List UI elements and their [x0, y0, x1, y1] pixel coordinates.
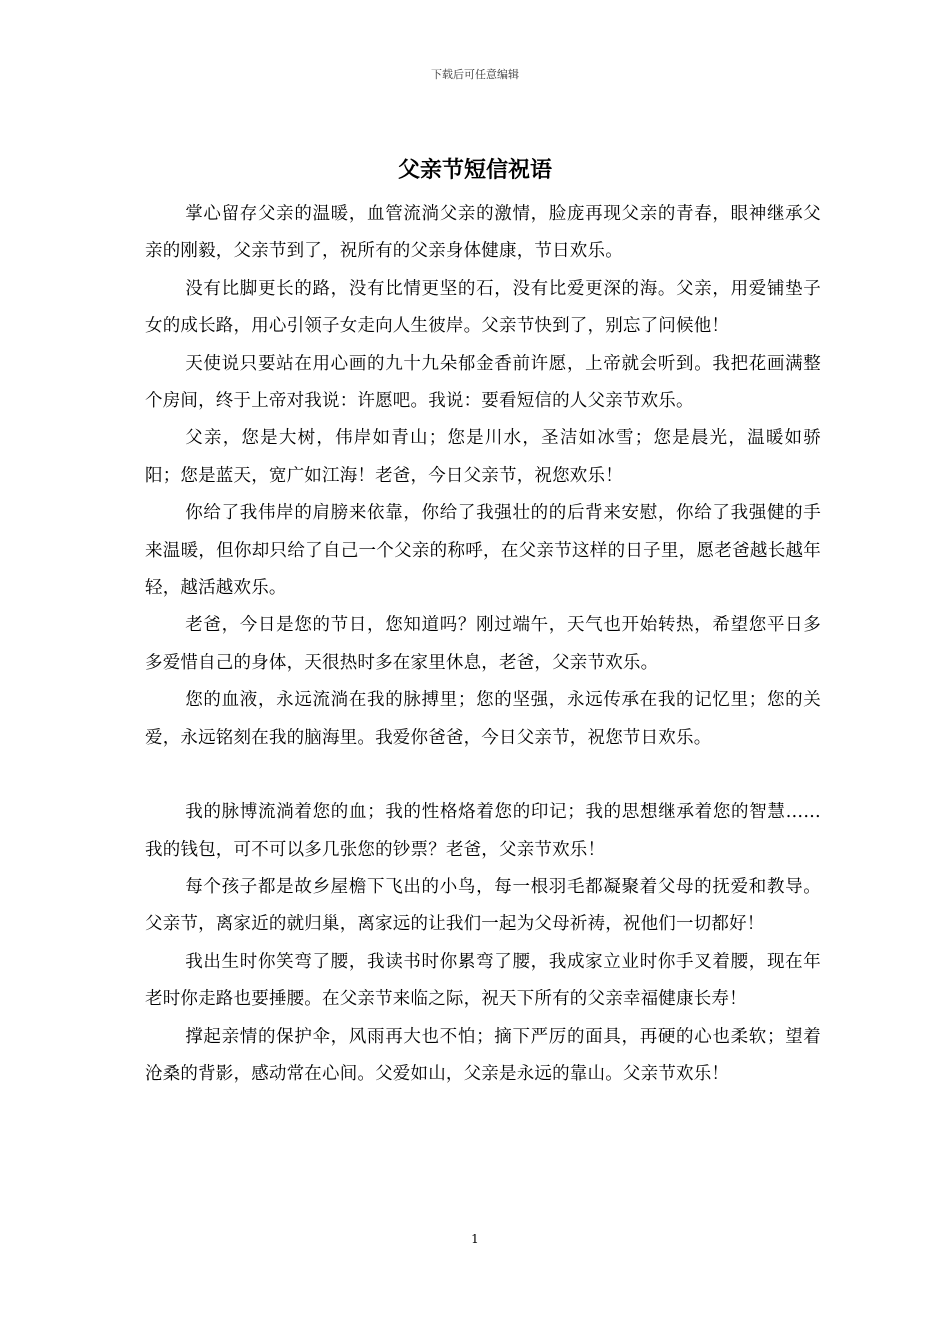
- paragraph: 撑起亲情的保护伞，风雨再大也不怕；摘下严厉的面具，再硬的心也柔软；望着沧桑的背影，感动常在心间。父爱如山，父亲是永远的靠山。父亲节欢乐！: [145, 1026, 821, 1084]
- paragraph: 没有比脚更长的路，没有比情更坚的石，没有比爱更深的海。父亲，用爱铺垫子女的成长路，用心引领子女走向人生彼岸。父亲节快到了，别忘了问候他！: [145, 278, 821, 337]
- document-body: [145, 196, 821, 1093]
- paragraph: 我的脉博流淌着您的血；我的性格烙着您的印记；我的思想继承着您的智慧……我的钱包，可不可以多几张您的钞票？老爸，父亲节欢乐！: [145, 802, 821, 860]
- paragraph: 天使说只要站在用心画的九十九朵郁金香前许愿，上帝就会听到。我把花画满整个房间，终于上帝对我说：许愿吧。我说：要看短信的人父亲节欢乐。: [145, 353, 821, 412]
- paragraph: 老爸，今日是您的节日，您知道吗？刚过端午，天气也开始转热，希望您平日多多爱惜自己的身体，天很热时多在家里休息，老爸，父亲节欢乐。: [145, 615, 821, 673]
- page-title: 父亲节短信祝语: [397, 157, 552, 183]
- paragraph: 掌心留存父亲的温暖，血管流淌父亲的激情，脸庞再现父亲的青春，眼神继承父亲的刚毅，父亲节到了，祝所有的父亲身体健康，节日欢乐。: [145, 204, 821, 262]
- paragraph: 父亲，您是大树，伟岸如青山；您是川水，圣洁如冰雪；您是晨光，温暖如骄阳；您是蓝天，宽广如江海！老爸，今日父亲节，祝您欢乐！: [145, 428, 821, 486]
- paragraph: 你给了我伟岸的肩膀来依靠，你给了我强壮的的后背来安慰，你给了我强健的手来温暖，但你却只给了自己一个父亲的称呼，在父亲节这样的日子里，愿老爸越长越年轻，越活越欢乐。: [145, 503, 821, 599]
- paragraph: 您的血液，永远流淌在我的脉搏里；您的坚强，永远传承在我的记忆里；您的关爱，永远铭刻在我的脑海里。我爱你爸爸，今日父亲节，祝您节日欢乐。: [145, 690, 821, 748]
- page-number: 1: [471, 1232, 479, 1246]
- paragraph-spacer: [145, 757, 821, 794]
- paragraph: 我出生时你笑弯了腰，我读书时你累弯了腰，我成家立业时你手叉着腰，现在年老时你走路也要捶腰。在父亲节来临之际，祝天下所有的父亲幸福健康长寿！: [145, 951, 821, 1010]
- paragraph: 每个孩子都是故乡屋檐下飞出的小鸟，每一根羽毛都凝聚着父母的抚爱和教导。父亲节，离家近的就归巢，离家远的让我们一起为父母祈祷，祝他们一切都好！: [145, 876, 821, 935]
- header-note: 下载后可任意编辑: [431, 68, 519, 81]
